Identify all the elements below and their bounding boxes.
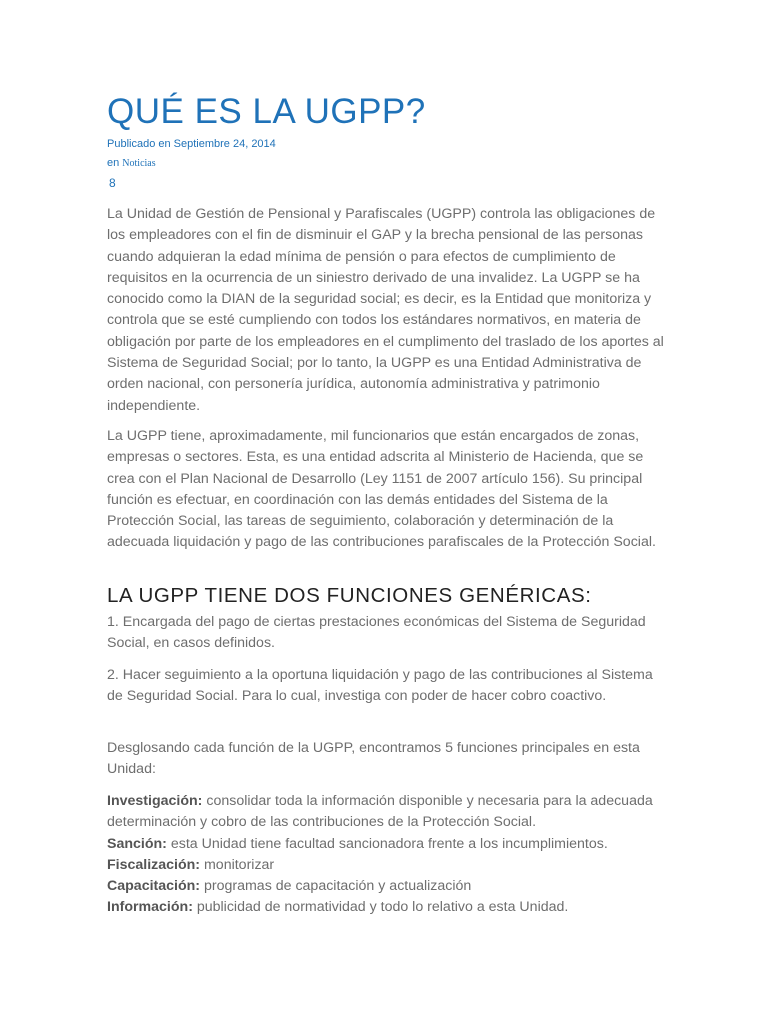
published-date: Publicado en Septiembre 24, 2014 — [107, 138, 276, 150]
definition-text: publicidad de normatividad y todo lo relativo a esta Unidad. — [192, 899, 569, 916]
definition-list — [107, 791, 667, 919]
functions-intro: Desglosando cada función de la UGPP, encontramos 5 funciones principales en esta Unidad: — [107, 740, 640, 778]
function-item-2: 2. Hacer seguimiento a la oportuna liquidación y pago de las contribuciones al Sistema de Seguridad Social. Para lo cual, investiga con poder de hacer cobro coactivo. — [107, 667, 653, 705]
definition-text: consolidar toda la información disponible y necesaria para la adecuada determinación y cobro de las contribuciones de la Protección Social. — [107, 793, 653, 831]
paragraph-staff: La UGPP tiene, aproximadamente, mil funcionarios que están encargados de zonas, empresas o sectores. Esta, es una entidad adscrita al Ministerio de Hacienda, que se crea con el Plan Nacional de Desarrollo (Ley 1151 de 2007 artículo 156). Su principal función es efectuar, en coordinación con las demás entidades del Sistema de la Protección Social, las tareas de seguimiento, colaboración y determinación de la adecuada liquidación y pago de las contribuciones parafiscales de la Protección Social. — [107, 428, 656, 551]
definition-item — [107, 834, 667, 855]
paragraph-intro: La Unidad de Gestión de Pensional y Parafiscales (UGPP) controla las obligaciones de los empleadores con el fin de disminuir el GAP y la brecha pensional de las personas cuando adquieran la edad mínima de pensión o para efectos de cumplimiento de requisitos en la ocurrencia de un siniestro derivado de una invalidez. La UGPP se ha conocido como la DIAN de la seguridad social; es decir, es la Entidad que monitoriza y controla que se esté cumpliendo con todos los estándares normativos, en materia de obligación por parte de los empleadores en el cumplimento del traslado de los aportes al Sistema de Seguridad Social; por lo tanto, la UGPP es una Entidad Administrativa de orden nacional, con personería jurídica, autonomía administrativa y patrimonio independiente. — [107, 206, 664, 414]
functions-heading: LA UGPP TIENE DOS FUNCIONES GENÉRICAS: — [107, 584, 592, 607]
definition-text: monitorizar — [200, 856, 275, 873]
article-title: QUÉ ES LA UGPP? — [107, 92, 426, 131]
definition-item — [107, 791, 667, 834]
definition-term: Sanción: — [107, 835, 167, 852]
definition-item — [107, 876, 667, 897]
definition-item — [107, 855, 667, 876]
definition-term: Capacitación: — [107, 878, 201, 895]
category-line — [107, 157, 156, 169]
definition-term: Información: — [107, 899, 193, 916]
definition-term: Fiscalización: — [107, 856, 201, 873]
function-item-1: 1. Encargada del pago de ciertas prestaciones económicas del Sistema de Seguridad Social, en casos definidos. — [107, 614, 646, 652]
comments-icon[interactable]: 8 — [109, 176, 116, 190]
definition-text: esta Unidad tiene facultad sancionadora frente a los incumplimientos. — [166, 835, 608, 852]
definition-term: Investigación: — [107, 793, 203, 809]
category-prefix: en — [107, 157, 123, 169]
category-link[interactable]: Noticias — [122, 158, 156, 169]
definition-text: programas de capacitación y actualización — [200, 878, 472, 895]
definition-item — [107, 897, 667, 918]
